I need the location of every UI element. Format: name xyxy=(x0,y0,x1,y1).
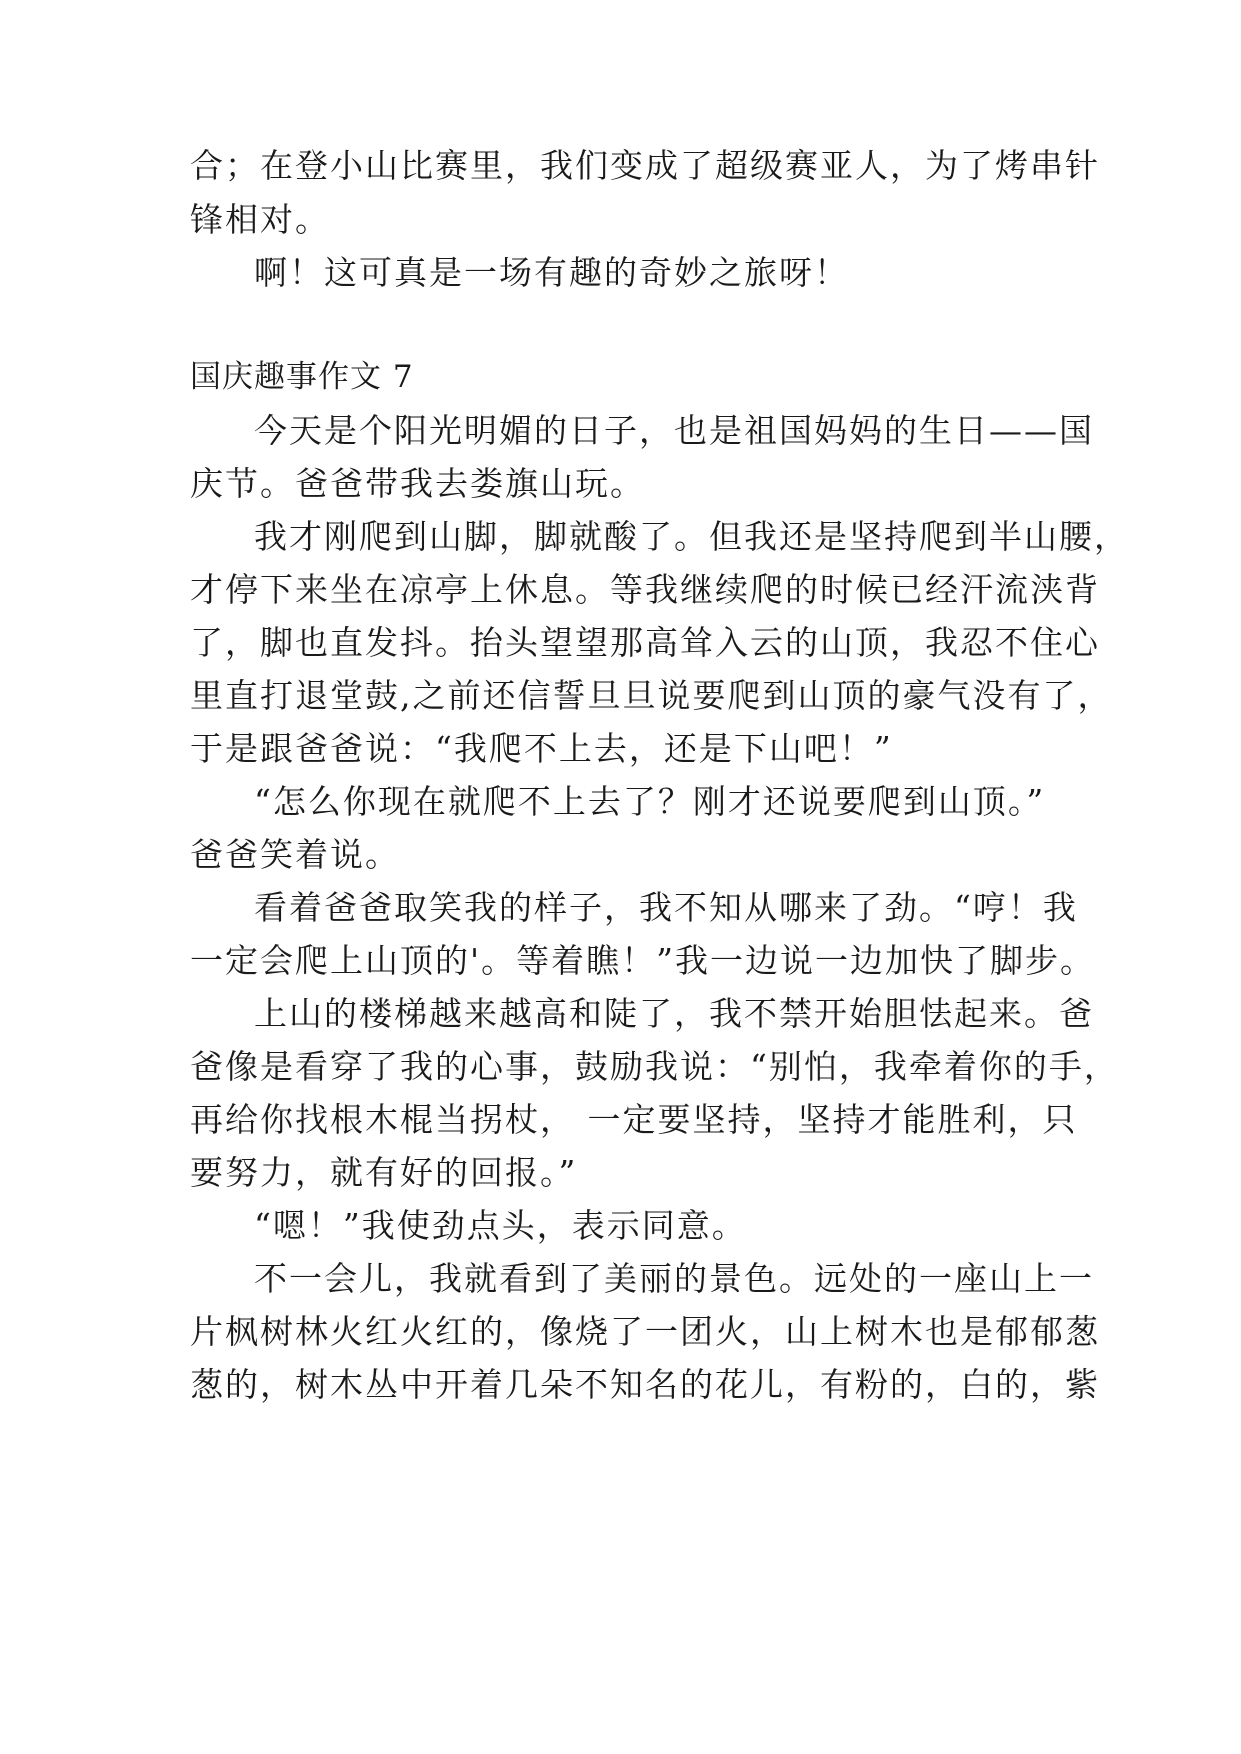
text-line: 上山的楼梯越来越高和陡了，我不禁开始胆怯起来。爸 xyxy=(254,994,1094,1033)
text-line: 葱的，树木丛中开着几朵不知名的花儿，有粉的，白的，紫 xyxy=(190,1365,1100,1404)
text-line: 啊！这可真是一场有趣的奇妙之旅呀！ xyxy=(254,253,849,292)
text-line: 合；在登小山比赛里，我们变成了超级赛亚人，为了烤串针 xyxy=(190,146,1100,185)
text-line: 一定会爬上山顶的'。等着瞧！”我一边说一边加快了脚步。 xyxy=(190,941,1095,980)
text-line: 看着爸爸取笑我的样子，我不知从哪来了劲。“哼！我 xyxy=(254,888,1078,927)
text-line: 我才刚爬到山脚，脚就酸了。但我还是坚持爬到半山腰， xyxy=(254,517,1129,556)
text-line: 才停下来坐在凉亭上休息。等我继续爬的时候已经汗流浃背 xyxy=(190,570,1100,609)
text-line: 爸爸笑着说。 xyxy=(190,835,400,874)
text-line: 要努力，就有好的回报。” xyxy=(190,1153,578,1192)
text-line: “怎么你现在就爬不上去了？刚才还说要爬到山顶。” xyxy=(254,782,1046,821)
text-line: 不一会儿，我就看到了美丽的景色。远处的一座山上一 xyxy=(254,1259,1094,1298)
section-heading: 国庆趣事作文 7 xyxy=(190,359,414,395)
text-line: 里直打退堂鼓,之前还信誓旦旦说要爬到山顶的豪气没有了， xyxy=(190,676,1113,715)
text-line: 再给你找根木棍当拐杖， 一定要坚持，坚持才能胜利，只 xyxy=(190,1100,1078,1139)
text-line: 片枫树林火红火红的，像烧了一团火，山上树木也是郁郁葱 xyxy=(190,1312,1100,1351)
text-line: 了，脚也直发抖。抬头望望那高耸入云的山顶，我忍不住心 xyxy=(190,623,1100,662)
text-line: 于是跟爸爸说：“我爬不上去，还是下山吧！” xyxy=(190,729,893,768)
text-line: 爸像是看穿了我的心事，鼓励我说：“别怕，我牵着你的手， xyxy=(190,1047,1119,1086)
text-line: 庆节。爸爸带我去娄旗山玩。 xyxy=(190,464,645,503)
text-line: 今天是个阳光明媚的日子，也是祖国妈妈的生日——国 xyxy=(254,411,1094,450)
text-line: “嗯！”我使劲点头，表示同意。 xyxy=(254,1206,747,1245)
text-line: 锋相对。 xyxy=(190,200,330,239)
